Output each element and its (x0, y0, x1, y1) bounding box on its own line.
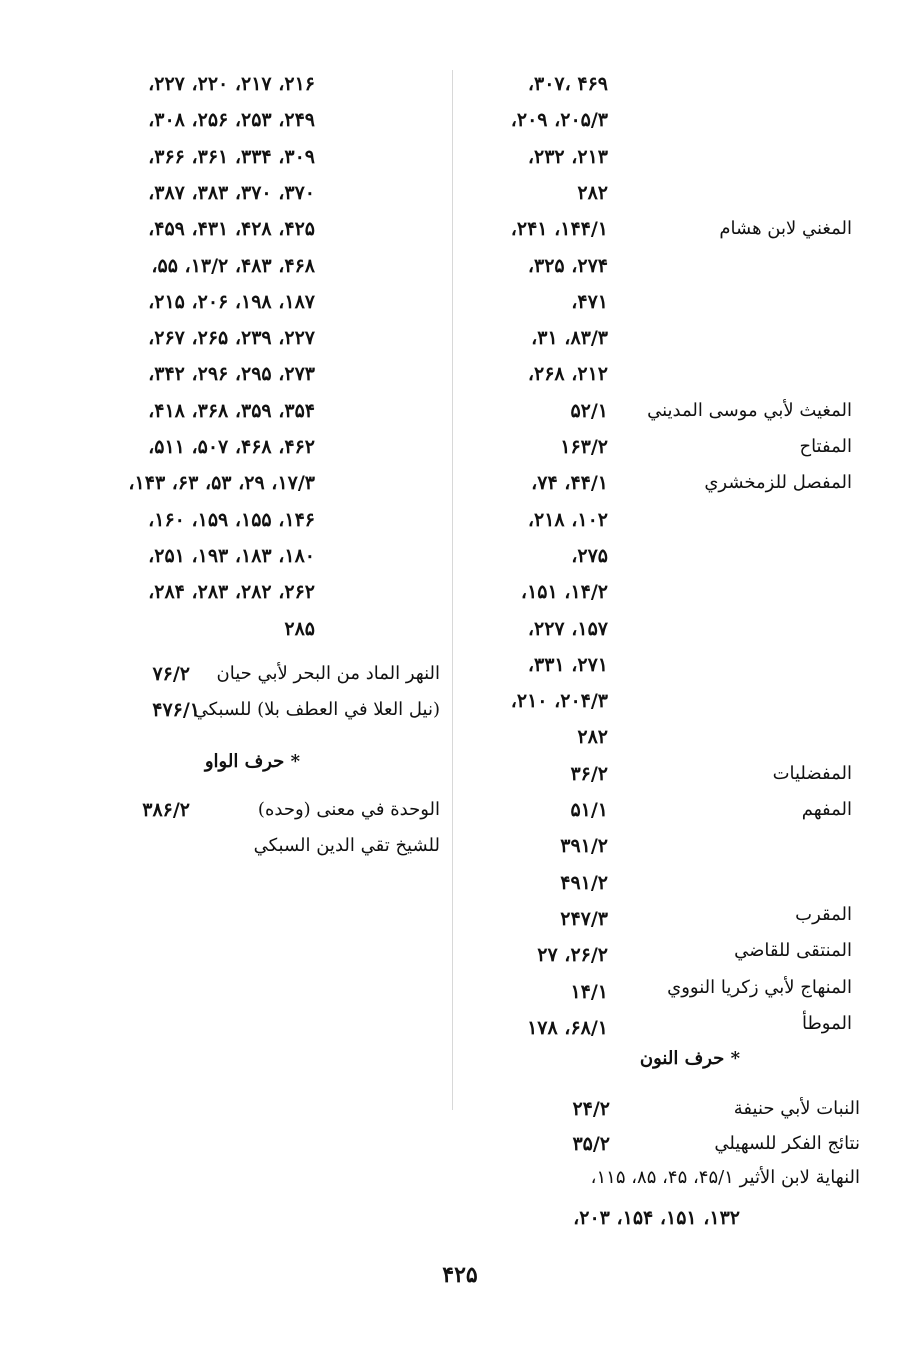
right-entry-title: المنتقى للقاضي (734, 940, 852, 962)
right-ref-line: ۲۷۴، ۳۲۵، (527, 254, 608, 277)
entry-nihaya-line-1: النهاية لابن الأثير ۴۵/۱، ۴۵، ۸۵، ۱۱۵، (590, 1167, 860, 1188)
left-ref-line: ۴۶۸، ۴۸۳، ۱۳/۲، ۵۵، (151, 254, 315, 277)
column-divider (452, 70, 453, 1110)
left-ref-line: ۴۲۵، ۴۲۸، ۴۳۱، ۴۵۹، (148, 218, 315, 241)
right-ref-line: ۲۸۲ (577, 726, 608, 749)
entry-title-nataij: نتائج الفكر للسهيلي (714, 1133, 860, 1154)
entry-ref-nabat: ۲۴/۲ (572, 1098, 610, 1120)
right-ref-line: ۱۰۲، ۲۱۸، (527, 508, 608, 531)
right-ref-line: ۳۶/۲ (570, 762, 608, 785)
right-ref-line: ۲۷۱، ۳۳۱، (527, 653, 608, 676)
right-ref-line: ۵۱/۱ (570, 799, 608, 821)
right-ref-line: ۴۷۱، (571, 290, 608, 313)
entry-ref-wahda: ۳۸۶/۲ (142, 799, 190, 821)
left-ref-line: ۳۷۰، ۳۷۰، ۳۸۳، ۳۸۷، (148, 181, 315, 204)
right-ref-line: ۲۷۵، (571, 544, 608, 567)
right-ref-line: ۸۳/۳، ۳۱، (531, 327, 608, 350)
right-ref-line: ۱۴/۲، ۱۵۱، (520, 581, 608, 604)
left-ref-line: ۳۰۹، ۳۳۴، ۳۶۱، ۳۶۶، (148, 145, 315, 168)
right-entry-title: المفصل للزمخشري (704, 472, 852, 494)
entry-title-nahr: النهر الماد من البحر لأبي حيان (216, 663, 440, 684)
right-ref-line: ۲۸۲ (577, 181, 608, 204)
entry-title-wahda-line-2: للشيخ تقي الدين السبكي (253, 835, 440, 856)
left-ref-line: ۲۶۲، ۲۸۲، ۲۸۳، ۲۸۴، (148, 581, 315, 604)
entry-title-nabat: النبات لأبي حنيفة (733, 1098, 860, 1119)
right-ref-line: ۲۶/۲، ۲۷ (537, 944, 608, 967)
left-ref-line: ۲۱۶، ۲۱۷، ۲۲۰، ۲۲۷، (148, 73, 315, 95)
right-entry-title: المفهم (801, 799, 852, 820)
right-ref-line: ۶۸/۱، ۱۷۸ (527, 1016, 608, 1039)
entry-title-nayl: (نيل العلا في العطف بلا) للسبكي (193, 699, 440, 720)
left-ref-line: ۳۵۴، ۳۵۹، ۳۶۸، ۴۱۸، (148, 399, 315, 422)
entry-ref-nataij: ۳۵/۲ (572, 1133, 610, 1155)
right-ref-line: ۴۴/۱، ۷۴، (531, 472, 608, 495)
left-ref-line: ۲۲۷، ۲۳۹، ۲۶۵، ۲۶۷، (148, 327, 315, 350)
right-ref-line: ۱۵۷، ۲۲۷، (527, 617, 608, 640)
right-entry-title: المقرب (795, 903, 852, 925)
left-ref-line: ۱۴۶، ۱۵۵، ۱۵۹، ۱۶۰، (148, 508, 315, 531)
entry-title-wahda: الوحدة في معنى (وحده) (257, 799, 440, 820)
section-heading-waw: * حرف الواو (204, 751, 300, 772)
right-ref-line: ۱۴۴/۱، ۲۴۱، (510, 218, 608, 241)
left-ref-line: ۲۸۵ (284, 617, 315, 640)
right-ref-line: ۴۶۹ ،۳۰۷، (527, 73, 608, 95)
right-ref-line: ۱۶۳/۲ (560, 436, 608, 458)
right-ref-line: ۵۲/۱ (570, 399, 608, 422)
right-ref-line: ۲۱۳، ۲۳۲، (527, 145, 608, 168)
left-ref-line: ۲۷۳، ۲۹۵، ۲۹۶، ۳۴۲، (148, 363, 315, 386)
right-ref-line: ۲۱۲، ۲۶۸، (527, 363, 608, 386)
left-ref-line: ۱۸۰، ۱۸۳، ۱۹۳، ۲۵۱، (148, 544, 315, 567)
left-ref-line: ۴۶۲، ۴۶۸، ۵۰۷، ۵۱۱، (148, 436, 315, 458)
right-entry-title: المفضليات (772, 762, 852, 784)
right-ref-line: ۱۴/۱ (570, 980, 608, 1003)
left-ref-line: ۱۷/۳، ۲۹، ۵۳، ۶۳، ۱۴۳، (128, 472, 315, 495)
right-entry-title: المغني لابن هشام (719, 218, 852, 240)
entry-nihaya-line-2: ۱۳۲، ۱۵۱، ۱۵۴، ۲۰۳، (573, 1207, 740, 1229)
left-ref-line: ۱۸۷، ۱۹۸، ۲۰۶، ۲۱۵، (148, 290, 315, 313)
entry-ref-nahr: ۷۶/۲ (152, 663, 190, 685)
right-entry-title: الموطأ (801, 1012, 852, 1034)
section-heading-nun: * حرف النون (639, 1048, 740, 1069)
right-ref-line: ۲۰۵/۳، ۲۰۹، (510, 109, 608, 132)
right-ref-line: ۲۰۴/۳، ۲۱۰، (510, 690, 608, 713)
right-entry-title: المفتاح (799, 436, 852, 457)
page-number: ۴۲۵ (442, 1262, 478, 1288)
entry-ref-nayl: ۴۷۶/۱ (152, 699, 200, 721)
left-ref-line: ۲۴۹، ۲۵۳، ۲۵۶، ۳۰۸، (148, 109, 315, 132)
right-ref-line: ۴۹۱/۲ (560, 871, 608, 894)
right-ref-line: ۲۴۷/۳ (560, 907, 608, 930)
right-entry-title: المغيث لأبي موسى المديني (647, 399, 852, 421)
right-entry-title: المنهاج لأبي زكريا النووي (667, 976, 852, 998)
right-ref-line: ۳۹۱/۲ (560, 835, 608, 858)
